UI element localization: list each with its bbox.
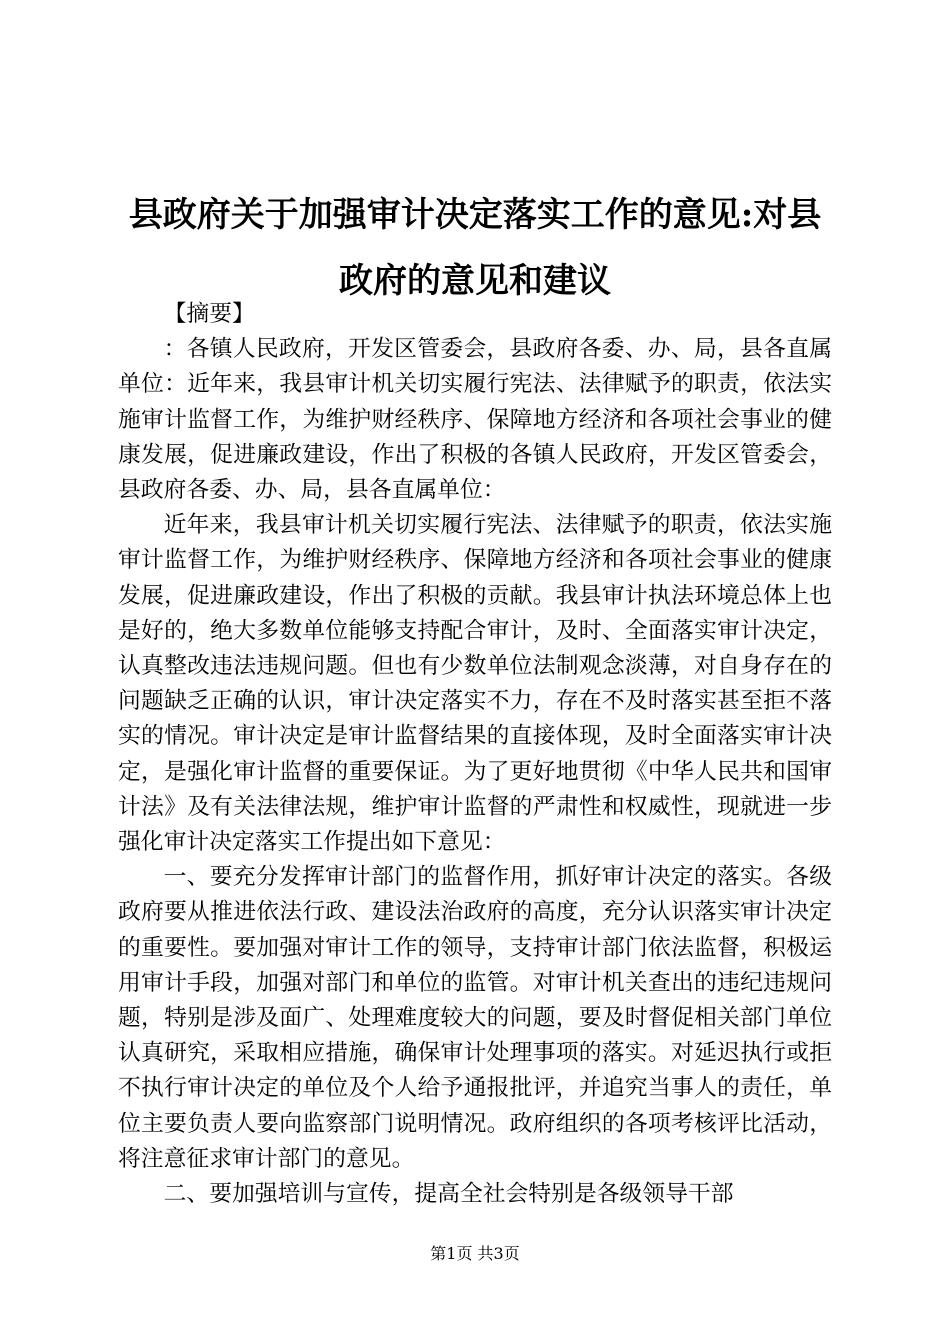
paragraph: ：各镇人民政府，开发区管委会，县政府各委、办、局，县各直属单位：近年来，我县审计机关切实履行宪法、法律赋予的职责，依法实施审计监督工作，为维护财经秩序、保障地方经济和各项社会事业的健康发展，促进廉政建设，作出了积极的各镇人民政府，开发区管委会，县政府各委、办、局，县各直属单位： [118, 336, 832, 504]
page-footer: 第1页 共3页 [430, 1244, 520, 1263]
paragraph: 一、要充分发挥审计部门的监督作用，抓好审计决定的落实。各级政府要从推进依法行政、建设法治政府的高度，充分认识落实审计决定的重要性。要加强对审计工作的领导，支持审计部门依法监督，积极运用审计手段，加强对部门和单位的监管。对审计机关查出的违纪违规问题，特别是涉及面广、处理难度较大的问题，要及时督促相关部门单位认真研究，采取相应措施，确保审计处理事项的落实。对延迟执行或拒不执行审计决定的单位及个人给予通报批评，并追究当事人的责任，单位主要负责人要向监察部门说明情况。政府组织的各项考核评比活动，将注意征求审计部门的意见。 [118, 864, 832, 1172]
paragraph: 二、要加强培训与宣传，提高全社会特别是各级领导干部 [163, 1181, 734, 1208]
document-title: 县政府关于加强审计决定落实工作的意见:对县政府的意见和建议 [128, 195, 822, 301]
document-body [118, 297, 832, 1212]
paragraph: 近年来，我县审计机关切实履行宪法、法律赋予的职责，依法实施审计监督工作，为维护财经秩序、保障地方经济和各项社会事业的健康发展，促进廉政建设，作出了积极的贡献。我县审计执法环境总体上也是好的，绝大多数单位能够支持配合审计，及时、全面落实审计决定，认真整改违法违规问题。但也有少数单位法制观念淡薄，对自身存在的问题缺乏正确的认识，审计决定落实不力，存在不及时落实甚至拒不落实的情况。审计决定是审计监督结果的直接体现，及时全面落实审计决定，是强化审计监督的重要保证。为了更好地贯彻《中华人民共和国审计法》及有关法律法规，维护审计监督的严肃性和权威性，现就进一步强化审计决定落实工作提出如下意见： [118, 512, 832, 856]
abstract-label: 【摘要】 [163, 301, 255, 327]
